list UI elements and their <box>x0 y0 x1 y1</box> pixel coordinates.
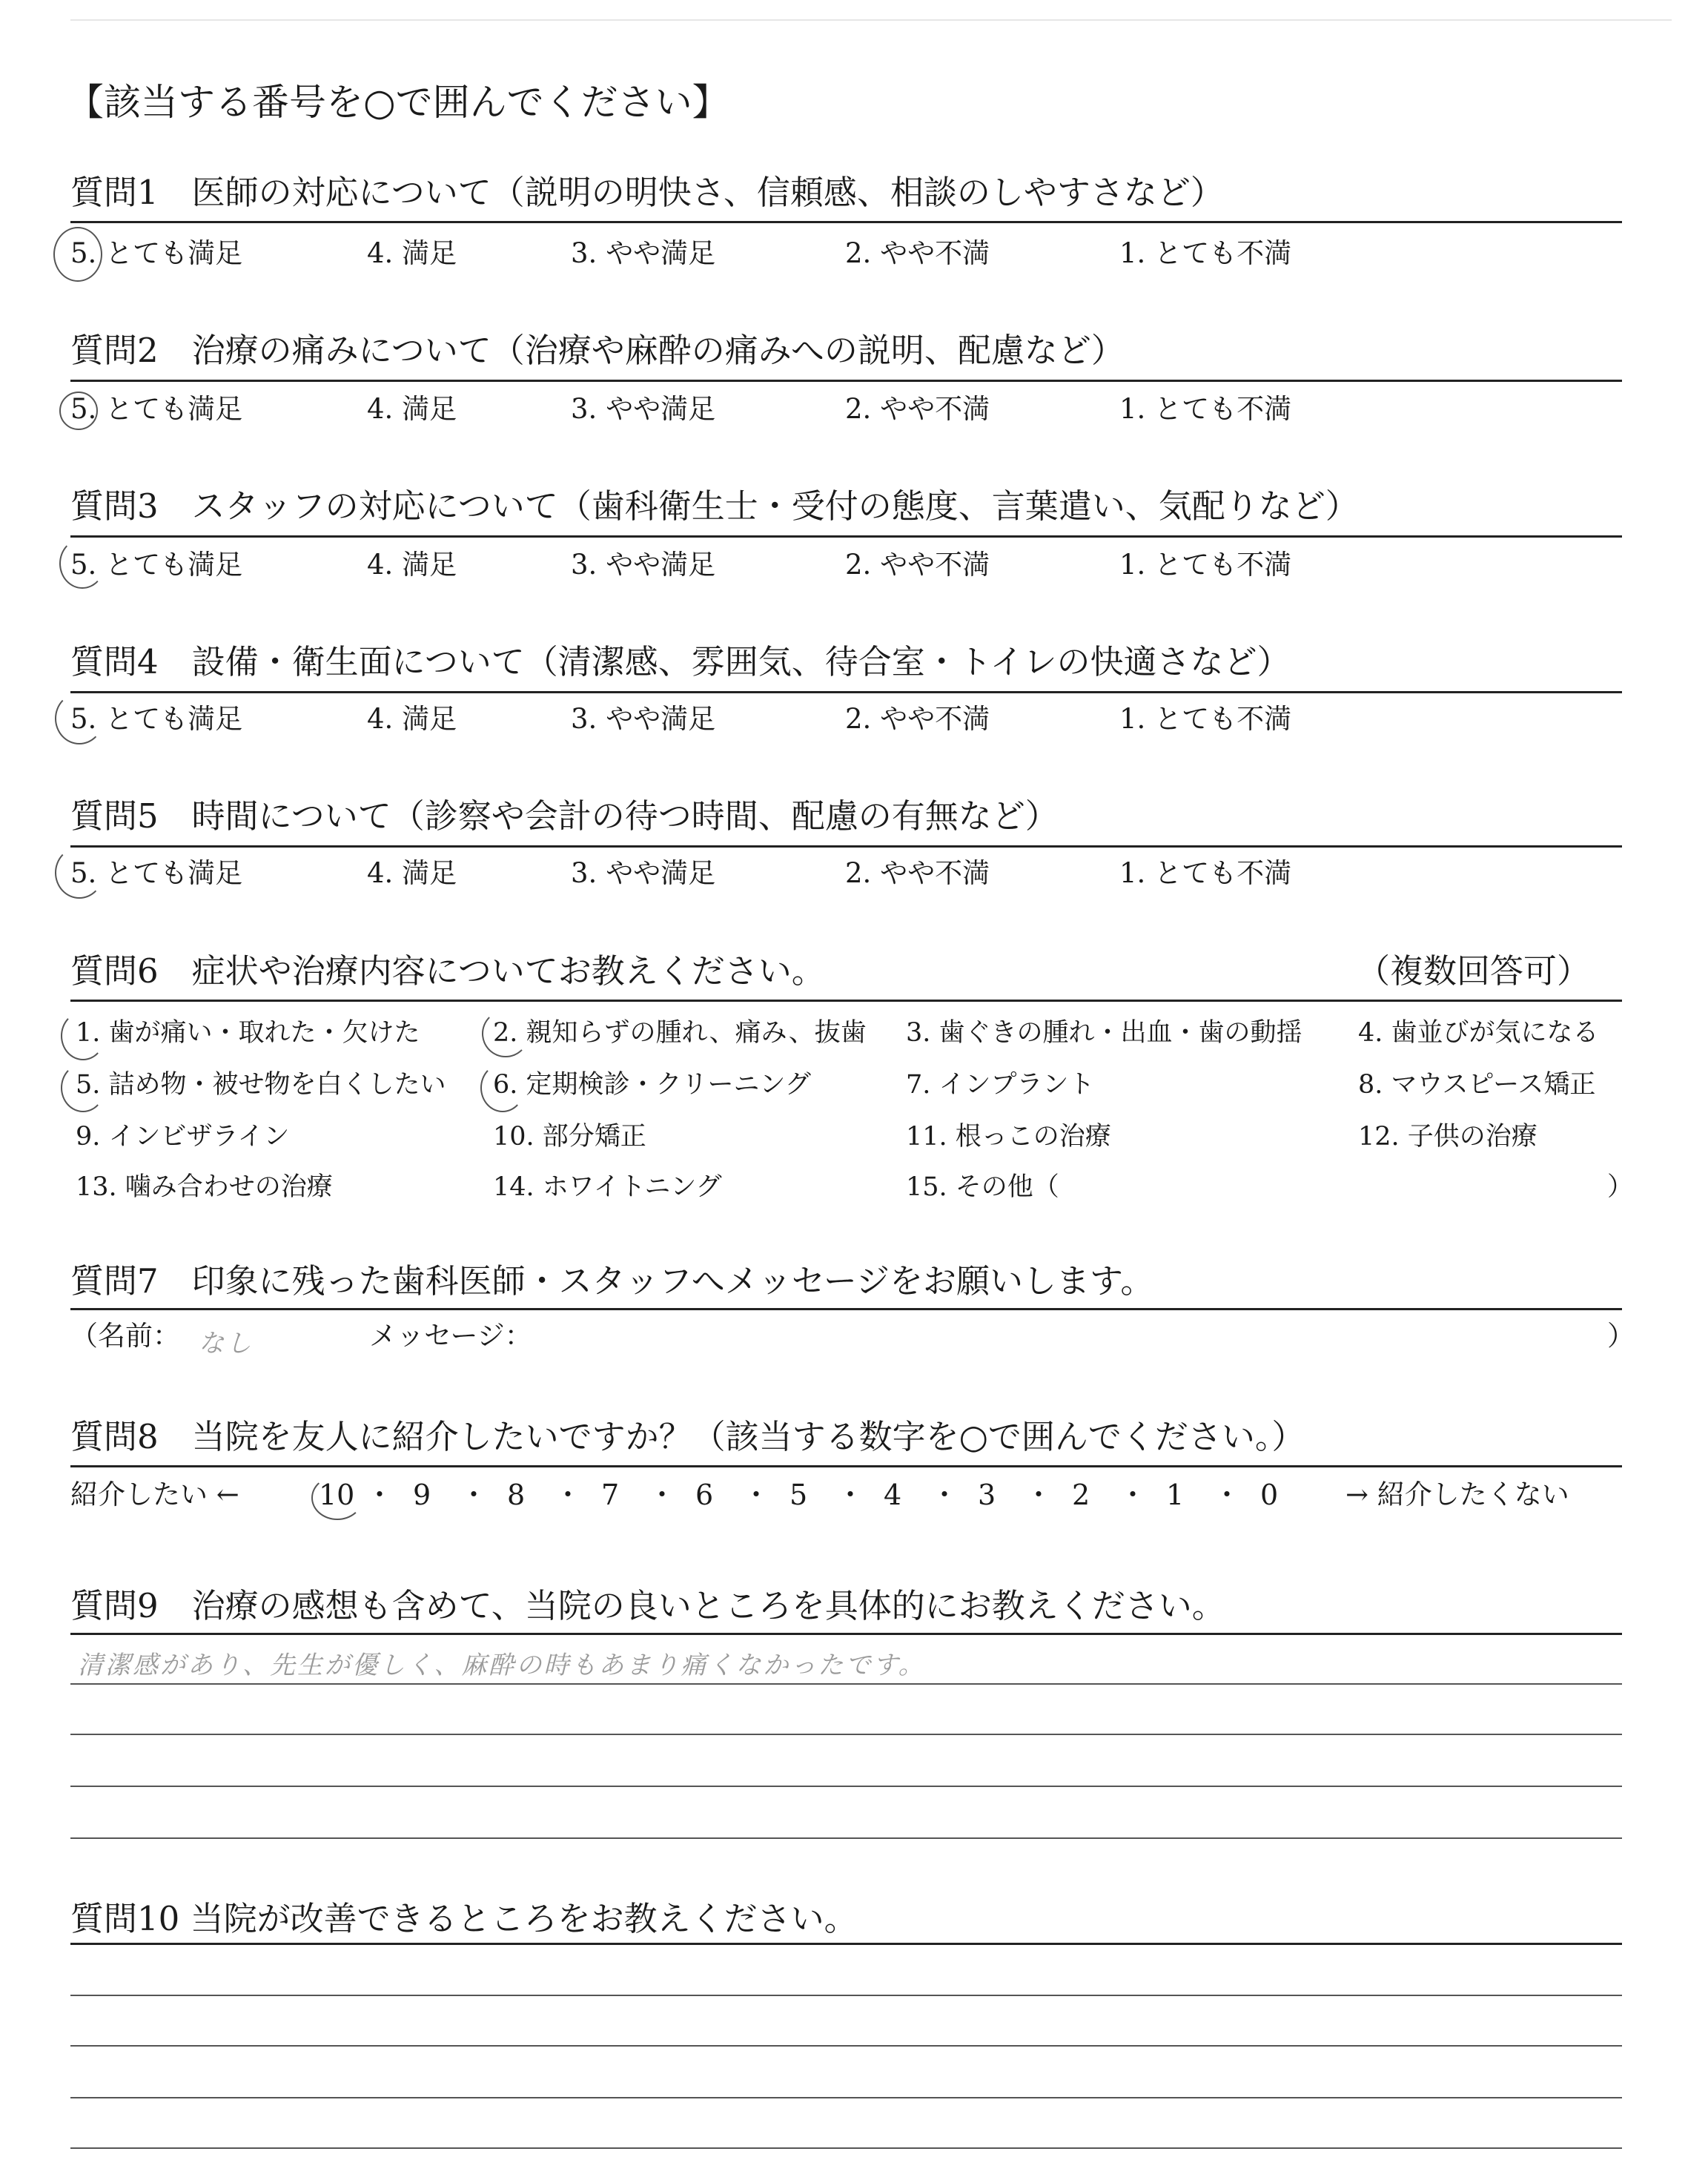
q6-item-10[interactable]: 10. 部分矯正 <box>493 1122 646 1152</box>
q4-option-5[interactable]: 5. とても満足 <box>70 703 243 735</box>
q10-write-line-1 <box>70 1995 1622 1996</box>
top-edge-line <box>70 19 1672 21</box>
q4-option-2[interactable]: 2. やや不満 <box>845 703 990 735</box>
q9-answer[interactable]: 清潔感があり、先生が優しく、麻酔の時もあまり痛くなかったです。 <box>78 1651 926 1680</box>
q10-rule <box>70 1943 1622 1945</box>
q1-option-2[interactable]: 2. やや不満 <box>845 237 990 269</box>
q1-selection-circle <box>53 227 102 282</box>
q8-scale-7[interactable]: 7 <box>601 1479 620 1511</box>
q3-option-5[interactable]: 5. とても満足 <box>70 549 243 581</box>
q3-title: 質問3 スタッフの対応について（歯科衛生士・受付の態度、言葉遣い、気配りなど） <box>70 486 1359 526</box>
q10-write-line-4 <box>70 2147 1622 2149</box>
q6-item-5[interactable]: 5. 詰め物・被せ物を白くしたい <box>76 1070 446 1100</box>
q1-option-4[interactable]: 4. 満足 <box>367 237 457 269</box>
q6-item-11[interactable]: 11. 根っこの治療 <box>906 1122 1111 1152</box>
q6-item-15[interactable]: 15. その他（ <box>906 1172 1059 1202</box>
q6-selection-circle-6 <box>480 1063 525 1112</box>
q5-selection-circle <box>55 847 104 899</box>
q6-item-13[interactable]: 13. 噛み合わせの治療 <box>76 1172 333 1202</box>
q2-option-1[interactable]: 1. とても不満 <box>1119 393 1292 425</box>
q6-rule <box>70 1000 1622 1002</box>
q6-selection-circle-2 <box>482 1010 529 1057</box>
q5-option-1[interactable]: 1. とても不満 <box>1119 857 1292 889</box>
q2-option-5[interactable]: 5. とても満足 <box>70 393 243 425</box>
q6-item-7[interactable]: 7. インプラント <box>906 1070 1095 1100</box>
q6-item-9[interactable]: 9. インビザライン <box>76 1122 290 1152</box>
q6-item-1[interactable]: 1. 歯が痛い・取れた・欠けた <box>76 1018 420 1048</box>
q2-option-4[interactable]: 4. 満足 <box>367 393 457 425</box>
q4-option-3[interactable]: 3. やや満足 <box>571 703 716 735</box>
q3-rule <box>70 535 1622 538</box>
q5-rule <box>70 845 1622 848</box>
q4-option-1[interactable]: 1. とても不満 <box>1119 703 1292 735</box>
q1-rule <box>70 221 1622 223</box>
q3-selection-circle <box>59 538 105 589</box>
q8-scale-1[interactable]: 1 <box>1166 1479 1185 1511</box>
q7-title: 質問7 印象に残った歯科医師・スタッフへメッセージをお願いします。 <box>70 1261 1154 1301</box>
q8-scale-separator: ・ <box>930 1479 959 1511</box>
q8-scale-6[interactable]: 6 <box>695 1479 714 1511</box>
q8-scale-9[interactable]: 9 <box>413 1479 431 1511</box>
q4-title: 質問4 設備・衛生面について（清潔感、雰囲気、待合室・トイレの快適さなど） <box>70 642 1291 681</box>
q1-option-3[interactable]: 3. やや満足 <box>571 237 716 269</box>
q7-rule <box>70 1308 1622 1310</box>
q6-title: 質問6 症状や治療内容についてお教えください。 <box>70 951 825 991</box>
q5-option-2[interactable]: 2. やや不満 <box>845 857 990 889</box>
q8-scale-separator: ・ <box>554 1479 583 1511</box>
q6-item-2[interactable]: 2. 親知らずの腫れ、痛み、抜歯 <box>493 1018 867 1048</box>
q9-write-line-2 <box>70 1734 1622 1735</box>
q6-item-14[interactable]: 14. ホワイトニング <box>493 1172 722 1202</box>
q8-scale-3[interactable]: 3 <box>978 1479 996 1511</box>
q2-option-3[interactable]: 3. やや満足 <box>571 393 716 425</box>
q5-option-3[interactable]: 3. やや満足 <box>571 857 716 889</box>
q4-option-4[interactable]: 4. 満足 <box>367 703 457 735</box>
q7-name-label: （名前： <box>70 1320 180 1352</box>
q2-option-2[interactable]: 2. やや不満 <box>845 393 990 425</box>
q8-scale-separator: ・ <box>648 1479 677 1511</box>
q9-write-line-4 <box>70 1837 1622 1839</box>
q2-rule <box>70 380 1622 382</box>
q8-selection-circle <box>311 1476 363 1520</box>
q6-item-4[interactable]: 4. 歯並びが気になる <box>1358 1018 1599 1048</box>
q6-item-8[interactable]: 8. マウスピース矯正 <box>1358 1070 1596 1100</box>
q7-message-label: メッセージ： <box>369 1320 532 1352</box>
q8-right-label: → 紹介したくない <box>1345 1479 1569 1510</box>
q3-option-1[interactable]: 1. とても不満 <box>1119 549 1292 581</box>
q10-title: 質問10 当院が改善できるところをお教えください。 <box>70 1899 858 1938</box>
q8-rule <box>70 1465 1622 1467</box>
q8-scale-separator: ・ <box>1213 1479 1242 1511</box>
q2-selection-circle <box>59 392 98 430</box>
q8-scale-separator: ・ <box>742 1479 771 1511</box>
q1-title: 質問1 医師の対応について（説明の明快さ、信頼感、相談のしやすさなど） <box>70 173 1224 212</box>
q8-scale-separator: ・ <box>1119 1479 1148 1511</box>
q3-option-3[interactable]: 3. やや満足 <box>571 549 716 581</box>
q5-option-5[interactable]: 5. とても満足 <box>70 857 243 889</box>
q6-note: （複数回答可） <box>1357 951 1591 991</box>
q8-scale-8[interactable]: 8 <box>507 1479 526 1511</box>
q6-item-3[interactable]: 3. 歯ぐきの腫れ・出血・歯の動揺 <box>906 1018 1302 1048</box>
q9-rule <box>70 1633 1622 1635</box>
q9-write-line-1 <box>70 1683 1622 1685</box>
q8-scale-10[interactable]: 10 <box>319 1479 355 1511</box>
q8-left-label: 紹介したい ← <box>70 1479 239 1510</box>
q7-name-value[interactable]: なし <box>199 1329 254 1358</box>
q8-scale-4[interactable]: 4 <box>884 1479 902 1511</box>
q9-write-line-3 <box>70 1786 1622 1787</box>
q3-option-2[interactable]: 2. やや不満 <box>845 549 990 581</box>
q8-scale-separator: ・ <box>460 1479 489 1511</box>
q8-scale-0[interactable]: 0 <box>1260 1479 1279 1511</box>
q6-selection-circle-5 <box>61 1063 105 1112</box>
q3-option-4[interactable]: 4. 満足 <box>367 549 457 581</box>
page-heading: 【該当する番号を○で囲んでください】 <box>67 81 729 124</box>
q1-option-1[interactable]: 1. とても不満 <box>1119 237 1292 269</box>
q5-title: 質問5 時間について（診察や会計の待つ時間、配慮の有無など） <box>70 796 1059 836</box>
q5-option-4[interactable]: 4. 満足 <box>367 857 457 889</box>
q8-scale-5[interactable]: 5 <box>790 1479 808 1511</box>
q8-scale-separator: ・ <box>1025 1479 1053 1511</box>
q8-scale-separator: ・ <box>365 1479 394 1511</box>
q10-write-line-3 <box>70 2097 1622 2098</box>
q4-selection-circle <box>55 693 104 744</box>
q8-scale-2[interactable]: 2 <box>1072 1479 1090 1511</box>
q6-selection-circle-1 <box>61 1011 105 1060</box>
q6-other-close-paren: ） <box>1607 1172 1634 1202</box>
q8-title: 質問8 当院を友人に紹介したいですか？（該当する数字を○で囲んでください。） <box>70 1417 1305 1456</box>
q8-scale-separator: ・ <box>836 1479 865 1511</box>
q7-close-paren: ） <box>1607 1320 1635 1352</box>
q1-option-5[interactable]: 5. とても満足 <box>70 237 243 269</box>
q6-item-6[interactable]: 6. 定期検診・クリーニング <box>493 1070 811 1100</box>
q10-write-line-2 <box>70 2045 1622 2047</box>
q2-title: 質問2 治療の痛みについて（治療や麻酔の痛みへの説明、配慮など） <box>70 331 1125 370</box>
q6-item-12[interactable]: 12. 子供の治療 <box>1358 1122 1537 1152</box>
q9-title: 質問9 治療の感想も含めて、当院の良いところを具体的にお教えください。 <box>70 1586 1225 1625</box>
q4-rule <box>70 691 1622 693</box>
